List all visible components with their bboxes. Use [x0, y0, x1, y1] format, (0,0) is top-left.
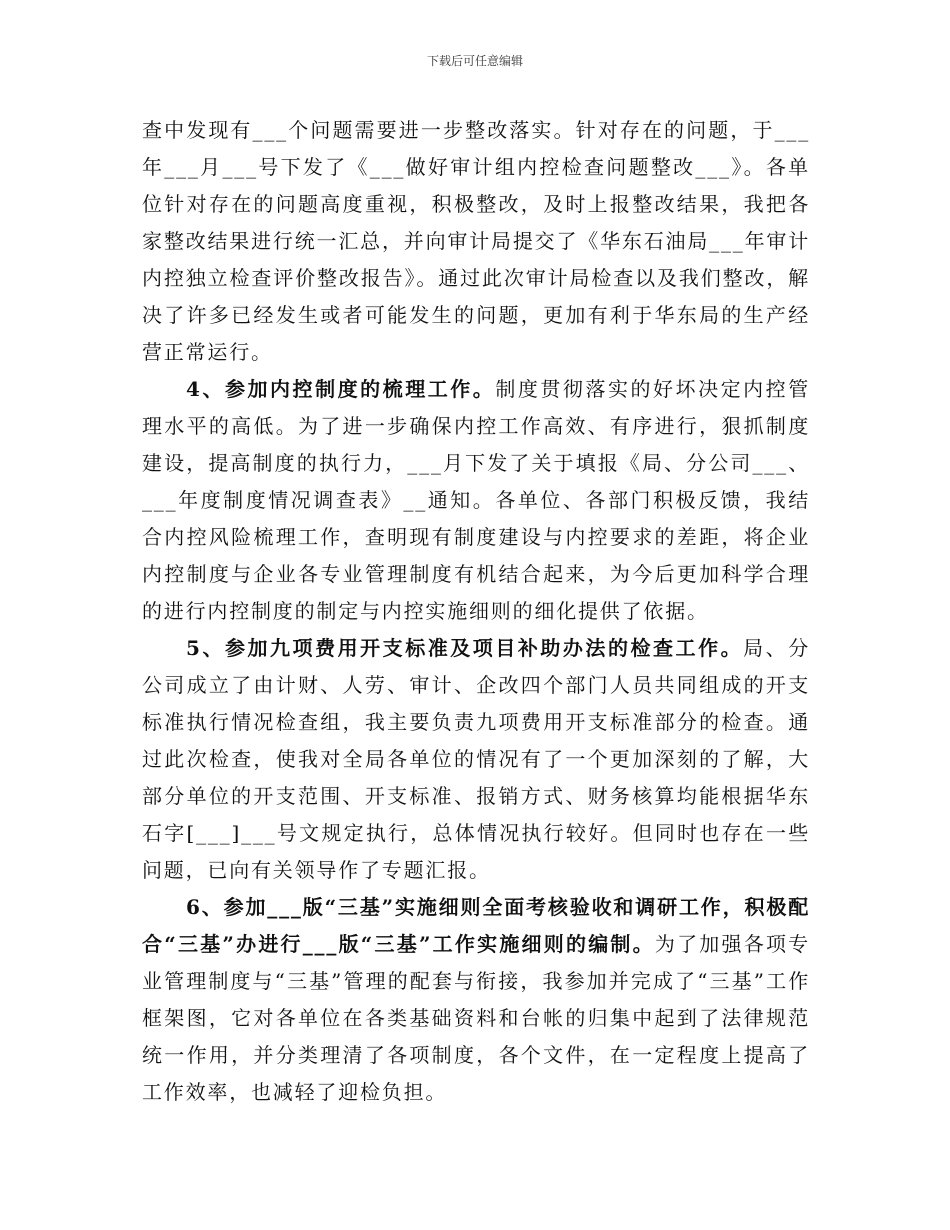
paragraph-text: 查中发现有___个问题需要进一步整改落实。针对存在的问题，于___年___月___号下发了《___做好审计组内控检查问题整改___》。各单位针对存在的问题高度重视，积极整改，及时上报整改结果，我把各家整改结果进行统一汇总，并向审计局提交了《华东石油局___年审计内控独立检查评价整改报告》。通过此次审计局检查以及我们整改，解决了许多已经发生或者可能发生的问题，更加有利于华东局的生产经营正常运行。: [142, 118, 810, 364]
paragraph-heading: 5、参加九项费用开支标准及项目补助办法的检查工作。: [186, 636, 744, 660]
document-body: [142, 112, 810, 1111]
paragraph-text: 为了加强各项专业管理制度与“三基”管理的配套与衔接，我参加并完成了“三基”工作框架图，它对各单位在各类基础资料和台帐的归集中起到了法律规范统一作用，并分类理清了各项制度，各个文件，在一定程度上提高了工作效率，也减轻了迎检负担。: [142, 932, 810, 1104]
page-header: 下载后可任意编辑: [426, 54, 523, 68]
paragraph-item-4: [142, 371, 810, 630]
paragraph-heading: 6、参加___版“三基”实施细则全面考核验收和调研工作，积极配合“三基”办进行___版“三基”工作实施细则的编制。: [142, 895, 810, 956]
paragraph-text: 制度贯彻落实的好坏决定内控管理水平的高低。为了进一步确保内控工作高效、有序进行，狠抓制度建设，提高制度的执行力，___月下发了关于填报《局、分公司___、___年度制度情况调查表》__通知。各单位、各部门积极反馈，我结合内控风险梳理工作，查明现有制度建设与内控要求的差距，将企业内控制度与企业各专业管理制度有机结合起来，为今后更加科学合理的进行内控制度的制定与内控实施细则的细化提供了依据。: [142, 377, 810, 623]
paragraph-text: 局、分公司成立了由计财、人劳、审计、企改四个部门人员共同组成的开支标准执行情况检查组，我主要负责九项费用开支标准部分的检查。通过此次检查，使我对全局各单位的情况有了一个更加深刻的了解，大部分单位的开支范围、开支标准、报销方式、财务核算均能根据华东石字[___]___号文规定执行，总体情况执行较好。但同时也存在一些问题，已向有关领导作了专题汇报。: [142, 636, 810, 882]
paragraph-item-6: [142, 889, 810, 1111]
paragraph-heading: 4、参加内控制度的梳理工作。: [186, 377, 496, 401]
paragraph-continuation: [142, 112, 810, 371]
paragraph-item-5: [142, 630, 810, 889]
